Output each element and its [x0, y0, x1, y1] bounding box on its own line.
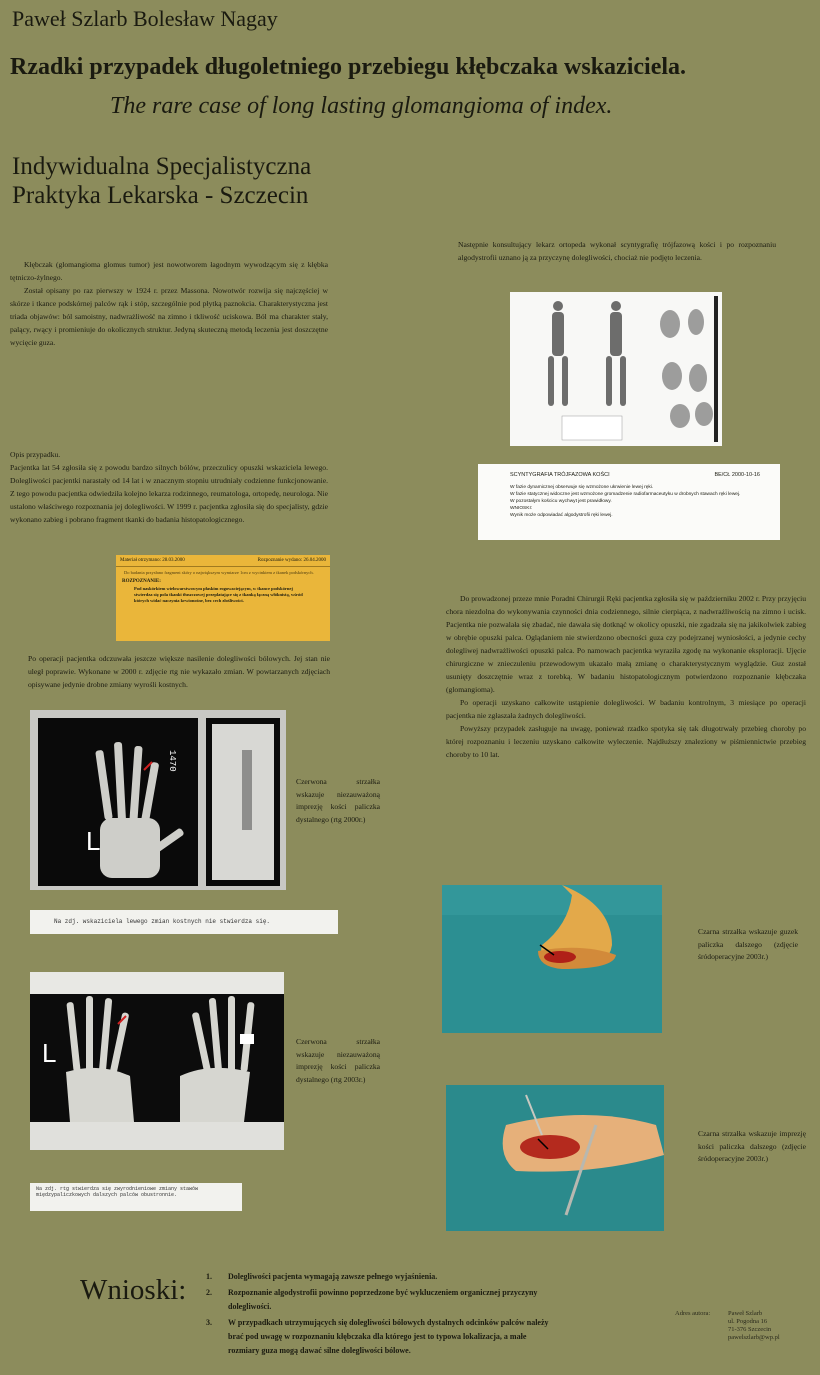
address-street: ul. Pogodna 16 — [728, 1318, 768, 1325]
right-top-text: Następnie konsultujący lekarz ortopeda wykonał scyntygrafię trójfazową kości i po rozpoznaniu algodystrofii uznano ją za przyczynę dolegliwości, chociaż nie podjęto leczenia. — [458, 240, 776, 262]
conclusion-text: Rozpoznanie algodystrofii powinno poprzedzone być wykluczeniem organicznej przyczyny dolegliwości. — [228, 1288, 538, 1311]
address-label: Adres autora: — [675, 1310, 711, 1317]
scintigraphy-image — [510, 292, 722, 446]
xray-strip-text: Na zdj. wskaziciela lewego zmian kostnych nie stwierdza się. — [54, 918, 271, 925]
case-text: Pacjentka lat 54 zgłosiła się z powodu bardzo silnych bólów, przeczulicy opuszki wskaziciela lewego. Dolegliwości pacjentki narastały od 14 lat i w znacznym stopniu utrudniały codzienne funkcjonowanie. Z tego powodu pacjentka odwiedziła kolejno lekarza rodzinnego, reumatologa, ortopedę, neurologa. Nie ustalono właściwego rozpoznania jej dolegliwości. W 1999 r. pacjentka zgłosiła się do specjalisty, gdzie wykonano zabieg i pobrano fragment tkanki do badania histopatologicznego. — [10, 463, 328, 524]
report-issued: Rozpoznanie wydano: 26.04.2000 — [257, 558, 326, 563]
case-description — [10, 448, 328, 552]
address-block — [728, 1310, 808, 1342]
xray-caption-2003: Czerwona strzałka wskazuje niezauważoną imprezję kości paliczka dystalnego (rtg 2003r.) — [296, 1037, 380, 1084]
right-main-paragraph: Po operacji uzyskano całkowite ustąpienie dolegliwości. W badaniu kontrolnym, 3 miesiące po operacji pacjentka nie zgłaszała żadnych dolegliwości. — [446, 698, 806, 720]
xray-2000-image — [30, 710, 286, 890]
scinti-line: WNIOSKI: — [510, 506, 533, 511]
address-name: Paweł Szlarb — [728, 1310, 763, 1317]
scinti-line: Wynik może odpowiadać algodystrofii ręki lewej. — [510, 513, 613, 518]
svg-text:L: L — [86, 826, 101, 856]
surgery-caption-2: Czarna strzałka wskazuje imprezję kości paliczka dalszego (zdjęcie śródoperacyjne 2003r.) — [698, 1129, 806, 1163]
conclusion-text: W przypadkach utrzymujących się dolegliwości bólowych dystalnych odcinków palców należy brać pod uwagę w rozpoznaniu kłębczaka dla którego jest to typowa lokalizacja, a małe rozmiary guza mogą dawać silne dolegliwości bólowe. — [228, 1318, 549, 1355]
xray-strip-text-2: Na zdj. rtg stwierdza się zwyrodnieniowe zmiany stawów międzypaliczkowych dalszych palców obustronnie. — [36, 1186, 199, 1198]
surgery-photo-2 — [446, 1085, 664, 1231]
svg-text:1470: 1470 — [167, 750, 177, 772]
institution — [12, 152, 432, 210]
histopathology-report — [116, 555, 330, 641]
intro-paragraph: Został opisany po raz pierwszy w 1924 r. przez Massona. Nowotwór rozwija się najczęściej w skórze i tkance podskórnej palców rąk i stóp, szczególnie pod płytką paznokcia. Charakterystyczna jest triada objawów: ból samoistny, nadwrażliwość na zimno i tkliwość uciskowa. Ból ma charakter stały, palący, rwący i promieniuje do okolicznych struktur. Jedyną skuteczną metodą leczenia jest doszczętne wycięcie guza. — [10, 286, 328, 347]
after-op-text: Po operacji pacjentka odczuwała jeszcze większe nasilenie dolegliwości bólowych. Jej stan nie uległ poprawie. Wykonane w 2000 r. zdjęcie rtg nie wykazało zmian. W powtarzanych zdjęciach opisywane jedynie drobne zmiany wyrośli kostnych. — [28, 654, 330, 689]
address-city: 71-376 Szczecin — [728, 1326, 772, 1333]
surgery-caption-1: Czarna strzałka wskazuje guzek paliczka dalszego (zdjęcie śródoperacyjne 2003r.) — [698, 927, 798, 961]
intro-paragraph: Kłębczak (glomangioma glomus tumor) jest nowotworem łagodnym wywodzącym się z kłębka tętniczo-żylnego. — [10, 260, 328, 282]
scinti-line: W fazie dynamicznej obserwuje się wzmożone ukrwienie lewej ręki. — [510, 485, 654, 490]
institution-line-2: Praktyka Lekarska - Szczecin — [12, 182, 309, 209]
case-heading: Opis przypadku. — [10, 450, 61, 459]
right-main-paragraph: Do prowadzonej przeze mnie Poradni Chirurgii Ręki pacjentka zgłosiła się w październiku 2002 r. Przy przyjęciu chora niezdolna do wykonywania czynności dnia codziennego, silnie cierpiąca, z nadwrażliwością na zimno i ucisk. Pacjentka nie pozwalała się zbadać, nie dawała się dotknąć w okolicy opuszki, nie zgadzała się na jakikolwiek zabieg w obrębie opuszki palca. Oglądaniem nie stwierdzono obecności guza czy podejrzanej wyniosłości, a jedynie cechy dolegliwej nadwrażliwości opuszki palca. Po namowach pacjentka wyraziła zgodę na wykonanie eksploracji. Ujęcie chirurgiczne w znieczuleniu przewodowym ukazało małą zmianę o charakterystycznym wyglądzie. Guz został usunięty doszczętnie wraz z torebką. W badaniu histopatologicznym potwierdzono rozpoznanie kłębczaka (glomangioma). — [446, 594, 806, 694]
title-polish: Rzadki przypadek długoletniego przebiegu kłębczaka wskaziciela. — [10, 54, 687, 80]
conclusion-item: 3. W przypadkach utrzymujących się dolegliwości bólowych dystalnych odcinków palców należy brać pod uwagę w rozpoznaniu kłębczaka dla którego jest to typowa lokalizacja, a małe rozmiary guza mogą dawać silne dolegliwości bólowe. — [206, 1318, 549, 1355]
right-main-paragraph: Powyższy przypadek zasługuje na uwagę, ponieważ rzadko spotyka się tak długotrwały przebieg choroby po której rozpoznaniu i leczeniu uzyskano całkowite wyleczenie. Najdłuższy znaleziony w piśmiennictwie przebieg choroby to 10 lat. — [446, 724, 806, 759]
conclusion-item: 1. Dolegliwości pacjenta wymagają zawsze pełnego wyjaśnienia. — [206, 1272, 438, 1281]
address-email: pawelszlarb@wp.pl — [728, 1334, 780, 1341]
title-english: The rare case of long lasting glomangioma of index. — [110, 93, 613, 119]
right-main-text — [446, 592, 806, 864]
institution-line-1: Indywidualna Specjalistyczna — [12, 153, 312, 180]
scinti-line: W pozostałym kościcu wychwyt jest prawidłowy. — [510, 499, 612, 504]
scinti-code: BE/CŁ 2000-10-16 — [714, 472, 760, 478]
xray-2003-image — [30, 972, 284, 1150]
xray-strip-2000 — [30, 910, 338, 934]
authors: Paweł Szlarb Bolesław Nagay — [12, 6, 278, 31]
report-received: Materiał otrzymano: 28.03.2000 — [120, 558, 185, 563]
intro-text — [10, 258, 328, 408]
conclusions-list — [206, 1270, 556, 1360]
report-label: ROZPOZNANIE: — [122, 579, 161, 584]
xray-strip-2003 — [30, 1183, 242, 1211]
conclusions-title: Wnioski: — [80, 1274, 187, 1306]
scinti-line: W fazie statycznej widoczne jest wzmożone gromadzenie radiofarmaceutyku w drobnych stawach ręki lewej. — [510, 492, 741, 497]
conclusion-text: Dolegliwości pacjenta wymagają zawsze pełnego wyjaśnienia. — [228, 1272, 438, 1281]
surgery-photo-1 — [442, 885, 662, 1033]
scinti-title: SCYNTYGRAFIA TRÓJFAZOWA KOŚCI — [510, 472, 610, 478]
xray-caption-2000: Czerwona strzałka wskazuje niezauważoną imprezję kości paliczka dystalnego (rtg 2000r.) — [296, 777, 380, 824]
scintigraphy-report — [478, 464, 780, 540]
report-desc: Do badania przysłano fragment skóry o największym wymiarze 1cm z wycinkiem z tkanek podskórnych. — [124, 570, 314, 575]
conclusion-item: 2. Rozpoznanie algodystrofii powinno poprzedzone być wykluczeniem organicznej przyczyny dolegliwości. — [206, 1288, 538, 1311]
report-diagnosis: Pod naskórkiem wielowarstwowym płaskim rogowaciejącym, w tkance podskórnej stwierdza się pola tkanki tłuszczowej przeplatające się z tkanką łączną włóknistą, wśród których widać naczynia krwionośne, bez cech złośliwości. — [134, 586, 303, 603]
svg-text:L: L — [42, 1038, 57, 1068]
